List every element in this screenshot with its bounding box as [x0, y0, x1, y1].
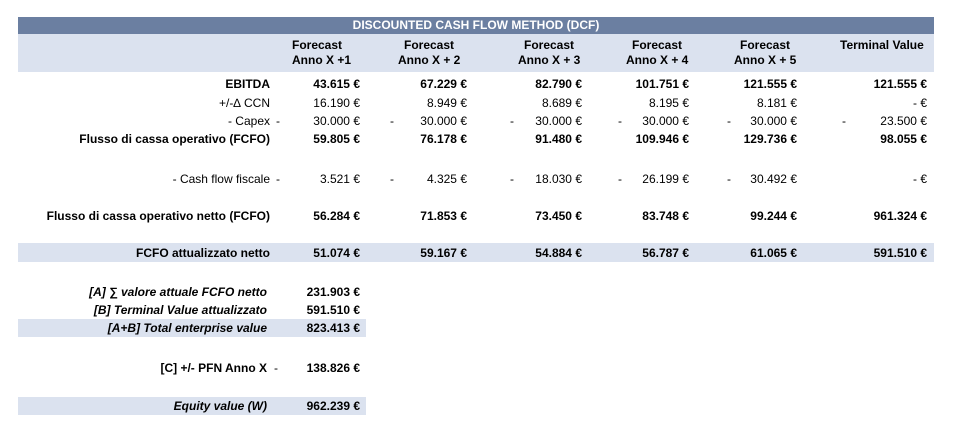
header-col-1 [292, 38, 351, 68]
header-col-6 [840, 38, 924, 53]
value-cell: 8.181 € [756, 96, 797, 110]
negative-sign: - [510, 114, 514, 128]
header-col-5 [734, 38, 796, 68]
summary-label: [A] ∑ valore attuale FCFO netto [89, 285, 267, 299]
negative-sign: - [274, 361, 278, 375]
summary-label: [B] Terminal Value attualizzato [93, 303, 267, 317]
summary-value: 962.239 € [306, 399, 360, 413]
value-cell: 56.787 € [642, 246, 689, 260]
summary-label: Equity value (W) [173, 399, 267, 413]
value-cell: 30.000 € [313, 114, 360, 128]
value-cell: 121.555 € [873, 77, 927, 91]
header-line1: Forecast [524, 38, 575, 52]
value-cell: 30.000 € [750, 114, 797, 128]
value-cell: 43.615 € [313, 77, 360, 91]
summary-label: [A+B] Total enterprise value [107, 321, 267, 335]
value-cell: 56.284 € [313, 209, 360, 223]
header-line1: Forecast [740, 38, 791, 52]
header-line2: Anno X + 4 [626, 53, 689, 67]
value-cell: 591.510 € [873, 246, 927, 260]
header-line1: Forecast [404, 38, 455, 52]
value-cell: 30.000 € [420, 114, 467, 128]
value-cell: 98.055 € [880, 132, 927, 146]
value-cell: 76.178 € [420, 132, 467, 146]
negative-sign: - [510, 172, 514, 186]
negative-sign: - [276, 172, 280, 186]
value-cell: - € [912, 172, 927, 186]
value-cell: 109.946 € [635, 132, 689, 146]
header-col-3 [518, 38, 580, 68]
value-cell: 59.805 € [313, 132, 360, 146]
value-cell: 82.790 € [535, 77, 582, 91]
negative-sign: - [618, 114, 622, 128]
negative-sign: - [390, 172, 394, 186]
value-cell: 71.853 € [420, 209, 467, 223]
value-cell: 8.689 € [541, 96, 582, 110]
summary-value: 231.903 € [306, 285, 360, 299]
value-cell: 26.199 € [642, 172, 689, 186]
value-cell: 83.748 € [642, 209, 689, 223]
negative-sign: - [727, 172, 731, 186]
negative-sign: - [390, 114, 394, 128]
value-cell: 61.065 € [750, 246, 797, 260]
value-cell: 73.450 € [535, 209, 582, 223]
value-cell: 18.030 € [535, 172, 582, 186]
table-title: DISCOUNTED CASH FLOW METHOD (DCF) [18, 17, 934, 34]
value-cell: 4.325 € [426, 172, 467, 186]
row-label: FCFO attualizzato netto [136, 246, 270, 260]
row-label: - Capex [227, 114, 270, 128]
value-cell: 30.492 € [750, 172, 797, 186]
summary-label: [C] +/- PFN Anno X [160, 361, 267, 375]
value-cell: 121.555 € [743, 77, 797, 91]
row-label: Flusso di cassa operativo netto (FCFO) [46, 209, 270, 223]
row-label: Flusso di cassa operativo (FCFO) [79, 132, 270, 146]
value-cell: 129.736 € [743, 132, 797, 146]
header-line2: Terminal Value [840, 38, 924, 52]
value-cell: 99.244 € [750, 209, 797, 223]
header-col-2 [398, 38, 460, 68]
header-line1: Forecast [632, 38, 683, 52]
value-cell: 23.500 € [880, 114, 927, 128]
value-cell: 91.480 € [535, 132, 582, 146]
header-band [18, 34, 934, 72]
header-line1: Forecast [292, 38, 343, 52]
summary-value: 591.510 € [306, 303, 360, 317]
value-cell: 101.751 € [635, 77, 689, 91]
summary-value: 823.413 € [306, 321, 360, 335]
header-line2: Anno X + 2 [398, 53, 461, 67]
value-cell: 8.195 € [648, 96, 689, 110]
summary-value: 138.826 € [306, 361, 360, 375]
value-cell: 59.167 € [420, 246, 467, 260]
value-cell: 30.000 € [535, 114, 582, 128]
value-cell: 67.229 € [420, 77, 467, 91]
row-label: +/-∆ CCN [218, 96, 270, 110]
header-line2: Anno X + 3 [518, 53, 581, 67]
row-label: EBITDA [225, 77, 270, 91]
value-cell: 3.521 € [319, 172, 360, 186]
header-line2: Anno X +1 [292, 53, 352, 67]
row-label: - Cash flow fiscale [172, 172, 270, 186]
value-cell: 51.074 € [313, 246, 360, 260]
value-cell: 54.884 € [535, 246, 582, 260]
negative-sign: - [842, 114, 846, 128]
value-cell: - € [912, 96, 927, 110]
header-line2: Anno X + 5 [734, 53, 797, 67]
value-cell: 16.190 € [313, 96, 360, 110]
header-col-4 [626, 38, 688, 68]
negative-sign: - [618, 172, 622, 186]
value-cell: 30.000 € [642, 114, 689, 128]
negative-sign: - [727, 114, 731, 128]
value-cell: 961.324 € [873, 209, 927, 223]
negative-sign: - [276, 114, 280, 128]
value-cell: 8.949 € [426, 96, 467, 110]
